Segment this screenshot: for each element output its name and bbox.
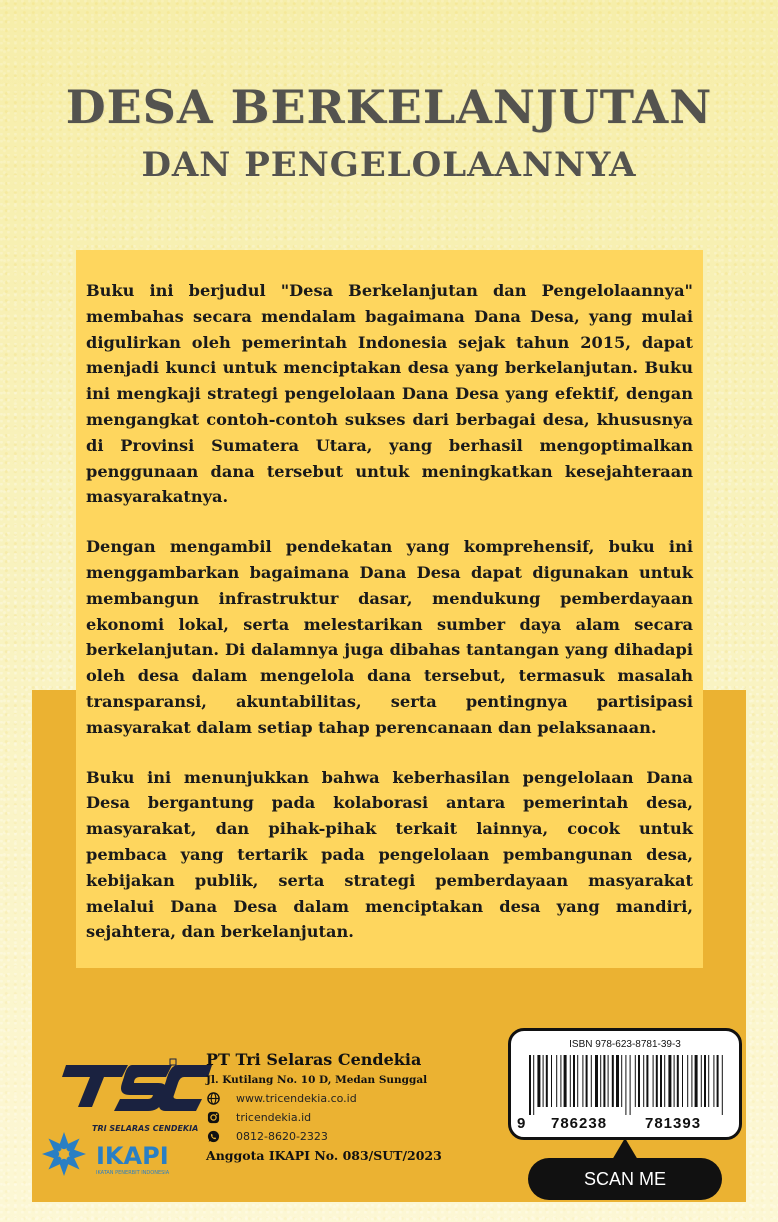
blurb-paragraph: Buku ini berjudul "Desa Berkelanjutan dan Pengelolaannya" membahas secara mendalam bagaimana Dana Desa, yang mulai digulirkan oleh pemerintah Indonesia sejak tahun 2015, dapat menjadi kunci untuk menciptakan desa yang berkelanjutan. Buku ini mengkaji strategi pengelolaan Dana Desa yang efektif, dengan mengangkat contoh-contoh sukses dari berbagai desa, khususnya di Provinsi Sumatera Utara, yang berhasil mengoptimalkan penggunaan dana tersebut untuk meningkatkan kesejahteraan masyarakatnya. [86, 281, 693, 507]
ikapi-logo-text: IKAPI [96, 1142, 169, 1170]
website-text: www.tricendekia.co.id [236, 1091, 357, 1105]
globe-icon [206, 1091, 220, 1105]
barcode-digits-right: 781393 [645, 1115, 702, 1132]
publisher-address: Jl. Kutilang No. 10 D, Medan Sunggal [206, 1074, 428, 1086]
blurb-box [76, 250, 703, 968]
tsc-logo-text: TRI SELARAS CENDEKIA [92, 1124, 199, 1133]
book-subtitle: DAN PENGELOLAANNYA [141, 145, 637, 185]
whatsapp-icon [206, 1129, 220, 1143]
contact-instagram [206, 1108, 311, 1126]
book-title: DESA BERKELANJUTAN [65, 80, 713, 134]
instagram-text: tricendekia.id [236, 1110, 312, 1124]
scan-pointer [612, 1138, 638, 1160]
contact-website [206, 1089, 357, 1107]
instagram-icon [206, 1110, 220, 1124]
whatsapp-text: 0812-8620-2323 [236, 1129, 328, 1143]
publisher-name: PT Tri Selaras Cendekia [206, 1050, 422, 1069]
scan-me-label: SCAN ME [528, 1158, 722, 1200]
ikapi-logo-subtitle: IKATAN PENERBIT INDONESIA [96, 1170, 170, 1176]
barcode-digit-lead: 9 [517, 1115, 526, 1132]
publisher-block [40, 1045, 480, 1185]
isbn-text: ISBN 978-623-8781-39-3 [569, 1039, 681, 1050]
barcode-digits-left: 786238 [551, 1115, 608, 1132]
tsc-logo [62, 1055, 212, 1135]
ikapi-membership: Anggota IKAPI No. 083/SUT/2023 [206, 1148, 442, 1163]
blurb-paragraph: Buku ini menunjukkan bahwa keberhasilan pengelolaan Dana Desa bergantung pada kolaborasi antara pemerintah desa, masyarakat, dan pihak-pihak terkait lainnya, cocok untuk pembaca yang tertarik pada pengelolaan pembangunan desa, kebijakan publik, serta strategi pemberdayaan masyarakat melalui Dana Desa dalam menciptakan desa yang mandiri, sejahtera, dan berkelanjutan. [86, 767, 693, 942]
isbn-barcode [508, 1028, 742, 1140]
ikapi-logo [40, 1130, 210, 1180]
contact-whatsapp [206, 1127, 328, 1145]
barcode-bars [525, 1055, 729, 1115]
blurb-paragraph: Dengan mengambil pendekatan yang komprehensif, buku ini menggambarkan bagaimana Dana Desa dapat digunakan untuk membangun infrastruktur dasar, mendukung pemberdayaan ekonomi lokal, serta melestarikan sumber daya alam secara berkelanjutan. Di dalamnya juga dibahas tantangan yang dihadapi oleh desa dalam mengelola dana tersebut, termasuk masalah transparansi, akuntabilitas, serta pentingnya partisipasi masyarakat dalam setiap tahap perencanaan dan pelaksanaan. [86, 537, 693, 737]
